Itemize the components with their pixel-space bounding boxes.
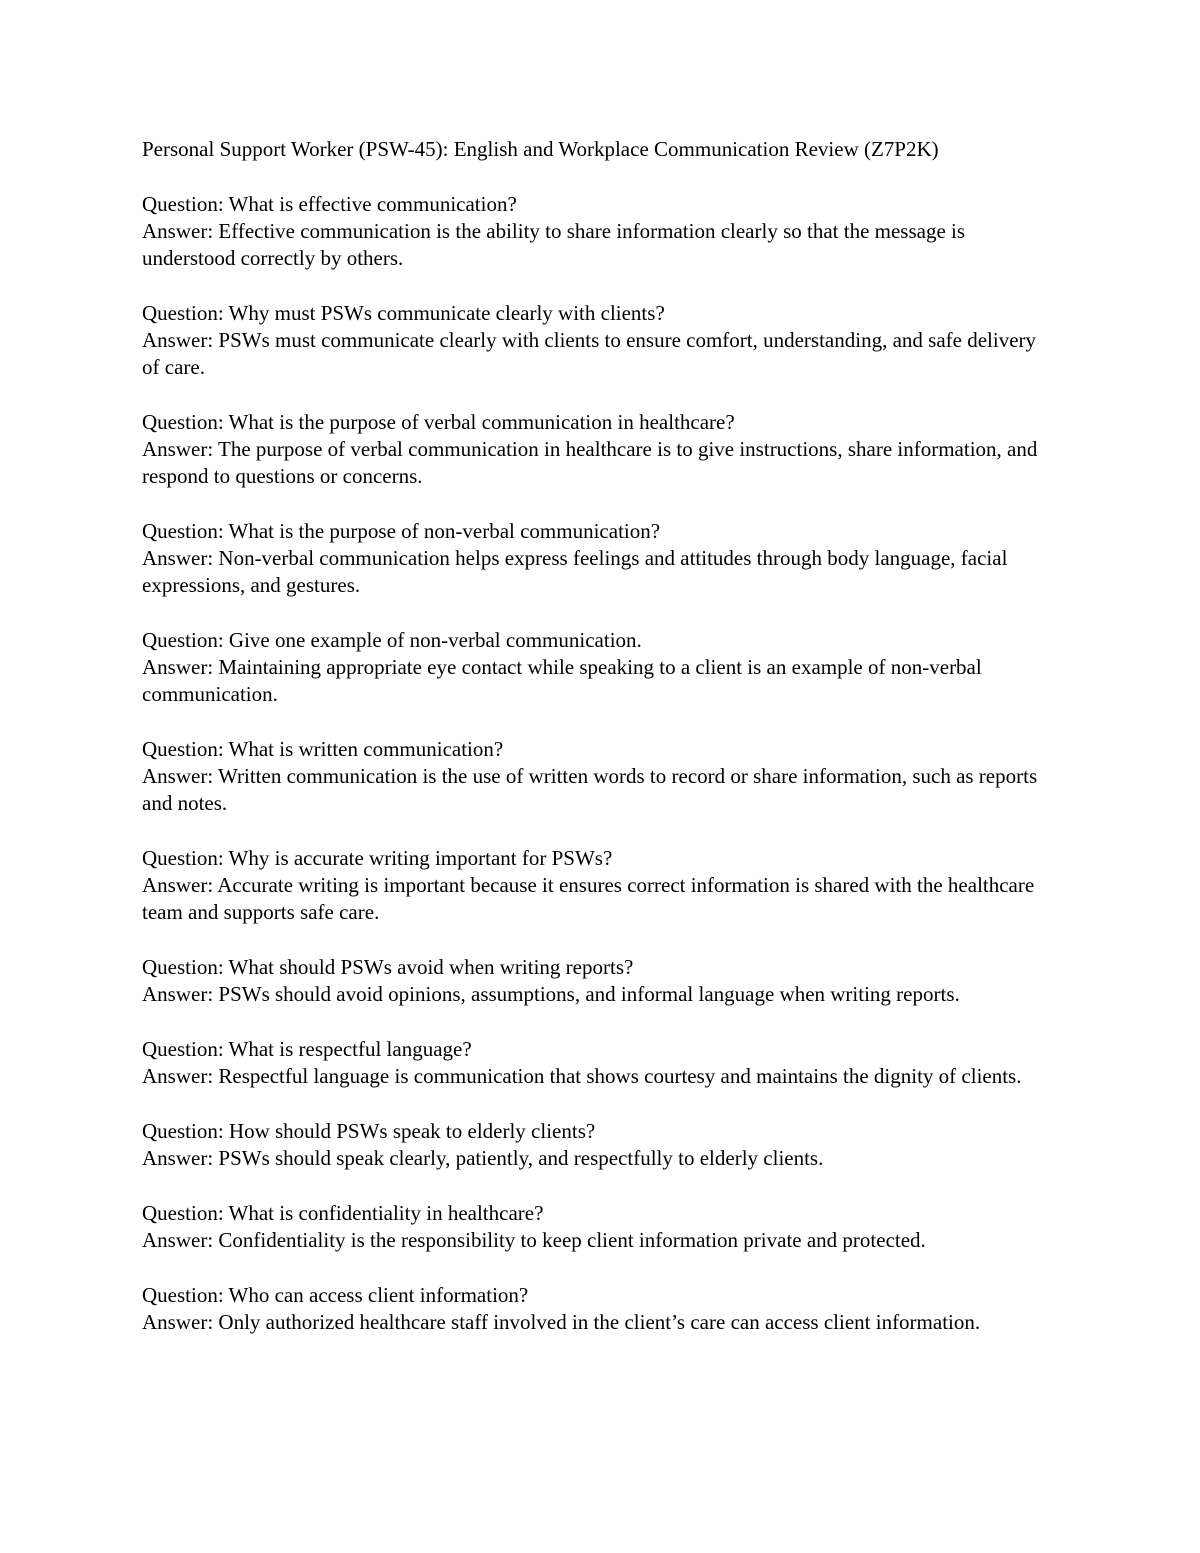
qa-pair-11 (142, 1200, 1058, 1254)
qa-pair-10 (142, 1118, 1058, 1172)
question-text: Question: Give one example of non-verbal communication. (142, 628, 642, 652)
answer-text: Answer: Confidentiality is the responsibility to keep client information private and protected. (142, 1228, 926, 1252)
question-text: Question: What is written communication? (142, 737, 504, 761)
document-title: Personal Support Worker (PSW-45): English and Workplace Communication Review (Z7P2K) (142, 137, 939, 161)
question-text: Question: Why must PSWs communicate clearly with clients? (142, 301, 665, 325)
answer-text: Answer: Non-verbal communication helps express feelings and attitudes through body language, facial expressions, and gestures. (142, 546, 1008, 597)
answer-text: Answer: PSWs should speak clearly, patiently, and respectfully to elderly clients. (142, 1146, 824, 1170)
question-text: Question: Who can access client information? (142, 1283, 529, 1307)
qa-pair-1 (142, 191, 1058, 272)
answer-text: Answer: PSWs should avoid opinions, assumptions, and informal language when writing reports. (142, 982, 960, 1006)
question-text: Question: What is confidentiality in healthcare? (142, 1201, 544, 1225)
qa-pair-3 (142, 409, 1058, 490)
qa-pair-2 (142, 300, 1058, 381)
qa-pair-6 (142, 736, 1058, 817)
answer-text: Answer: PSWs must communicate clearly with clients to ensure comfort, understanding, and safe delivery of care. (142, 328, 1037, 379)
answer-text: Answer: Written communication is the use of written words to record or share information, such as reports and notes. (142, 764, 1038, 815)
answer-text: Answer: Effective communication is the ability to share information clearly so that the message is understood correctly by others. (142, 219, 966, 270)
answer-text: Answer: The purpose of verbal communication in healthcare is to give instructions, share information, and respond to questions or concerns. (142, 437, 1038, 488)
question-text: Question: What is the purpose of non-verbal communication? (142, 519, 661, 543)
qa-pair-8 (142, 954, 1058, 1008)
qa-pair-12 (142, 1282, 1058, 1336)
question-text: Question: What is respectful language? (142, 1037, 472, 1061)
question-text: Question: What is the purpose of verbal communication in healthcare? (142, 410, 735, 434)
question-text: Question: How should PSWs speak to elderly clients? (142, 1119, 596, 1143)
answer-text: Answer: Only authorized healthcare staff involved in the client’s care can access client information. (142, 1310, 981, 1334)
qa-pair-9 (142, 1036, 1058, 1090)
answer-text: Answer: Respectful language is communication that shows courtesy and maintains the dignity of clients. (142, 1064, 1022, 1088)
question-text: Question: Why is accurate writing important for PSWs? (142, 846, 613, 870)
question-text: Question: What should PSWs avoid when writing reports? (142, 955, 634, 979)
answer-text: Answer: Maintaining appropriate eye contact while speaking to a client is an example of non-verbal communication. (142, 655, 982, 706)
qa-pair-5 (142, 627, 1058, 708)
question-text: Question: What is effective communication? (142, 192, 517, 216)
qa-pair-4 (142, 518, 1058, 599)
answer-text: Answer: Accurate writing is important because it ensures correct information is shared with the healthcare team and supports safe care. (142, 873, 1035, 924)
qa-pair-7 (142, 845, 1058, 926)
